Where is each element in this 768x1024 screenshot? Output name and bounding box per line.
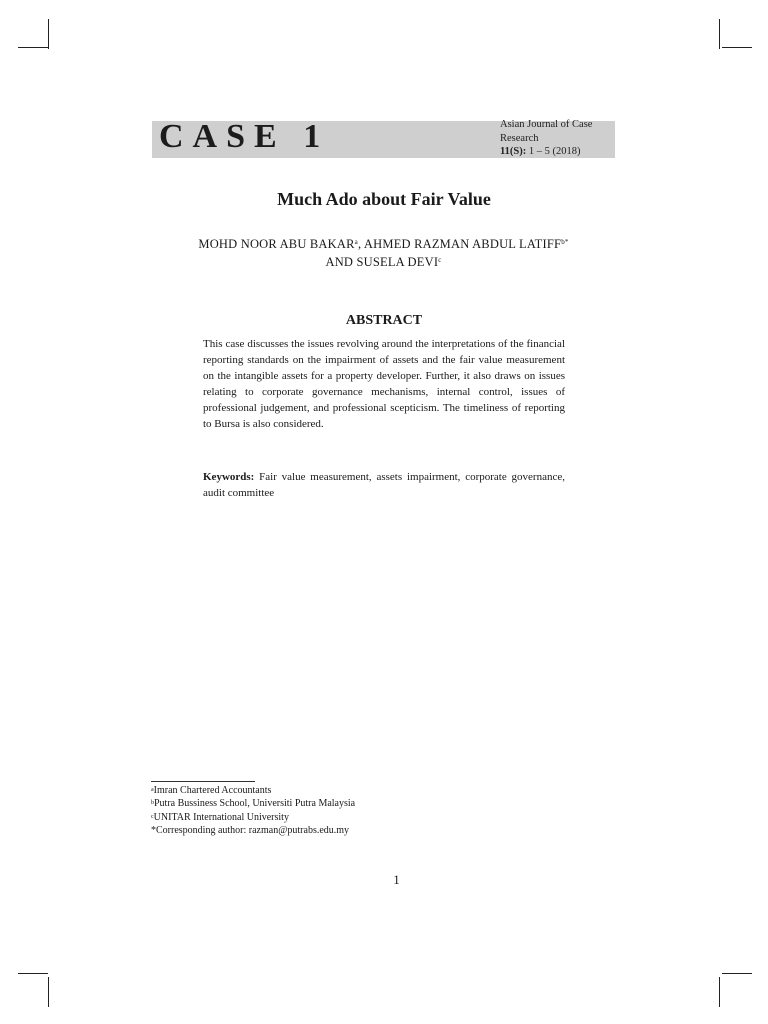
author-list — [152, 235, 615, 271]
journal-volume: 11(S): — [500, 146, 527, 157]
author-affiliation-mark: b* — [561, 238, 569, 246]
crop-mark-top-left-v — [48, 19, 49, 49]
keywords — [203, 469, 565, 501]
journal-info — [500, 118, 612, 159]
crop-mark-bottom-left-v — [48, 977, 49, 1007]
crop-mark-top-left-h — [18, 47, 48, 48]
footnote-text: *Corresponding author: razman@putrabs.edu.my — [151, 824, 350, 836]
author-affiliation-mark: a — [354, 238, 358, 246]
journal-volume-line — [500, 145, 612, 159]
page-number: 1 — [393, 872, 400, 887]
footnote-text: Imran Chartered Accountants — [153, 785, 272, 796]
footnote-item — [151, 797, 451, 810]
keywords-label: Keywords: — [203, 471, 255, 483]
footnote-text: UNITAR International University — [153, 811, 289, 823]
footnote-text: Putra Bussiness School, Universiti Putra Malaysia — [154, 798, 356, 810]
author-name: MOHD NOOR ABU BAKAR — [198, 237, 355, 251]
crop-mark-bottom-left-h — [18, 973, 48, 974]
footnote-rule — [151, 781, 255, 782]
footnotes — [151, 784, 451, 837]
keywords-text: Fair value measurement, assets impairment, corporate governance, audit committee — [203, 471, 565, 499]
footnote-item — [151, 784, 451, 797]
crop-mark-bottom-right-v — [719, 977, 720, 1007]
article-title: Much Ado about Fair Value — [277, 189, 491, 209]
author-name: AHMED RAZMAN ABDUL LATIFF — [363, 237, 562, 251]
crop-mark-top-right-v — [719, 19, 720, 49]
footnote-mark: c — [151, 813, 154, 820]
author-name: SUSELA DEVI — [356, 255, 439, 269]
footnote-mark: b — [151, 800, 154, 807]
footnote-item — [151, 811, 451, 824]
case-label: CASE 1 — [159, 118, 330, 155]
author-affiliation-mark: c — [438, 256, 442, 264]
journal-pages-year: 1 – 5 (2018) — [528, 146, 581, 157]
abstract-text: This case discusses the issues revolving around the interpretations of the financial reporting standards on the impairment of assets and the fair value measurement on the intangible assets for a property developer. Further, it also draws on issues relating to corporate governance mechanisms, internal control, issues of professional judgement, and professional scepticism. The timeliness of reporting to Bursa is also considered. — [203, 338, 565, 430]
crop-mark-top-right-h — [722, 47, 752, 48]
author-conjunction: AND — [325, 255, 357, 269]
journal-name: Asian Journal of Case Research — [500, 119, 593, 144]
crop-mark-bottom-right-h — [722, 973, 752, 974]
abstract-heading: ABSTRACT — [345, 313, 423, 328]
footnote-mark: a — [151, 787, 154, 793]
footnote-item — [151, 824, 451, 837]
author-separator: , — [357, 237, 364, 251]
